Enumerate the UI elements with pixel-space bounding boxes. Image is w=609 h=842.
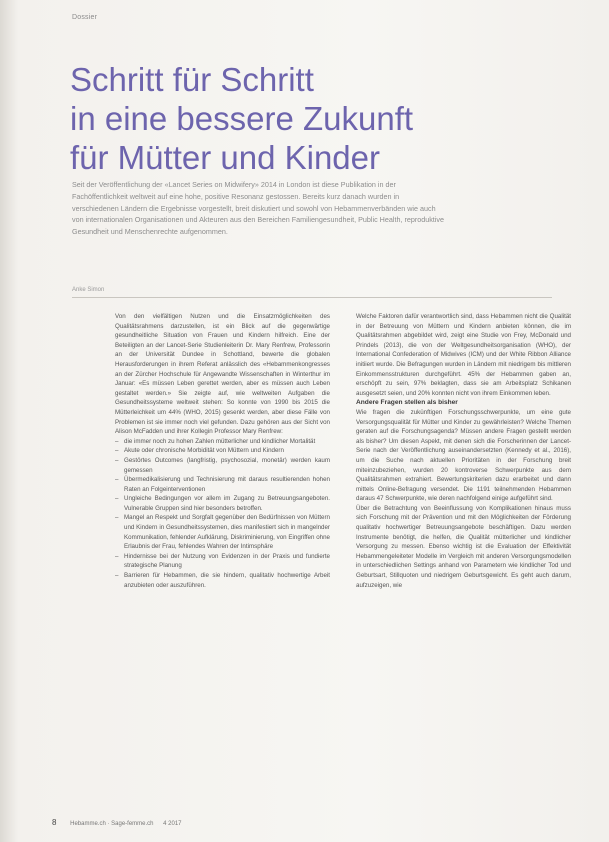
title-line-1: Schritt für Schritt bbox=[70, 61, 314, 98]
list-item: – Mangel an Respekt und Sorgfalt gegenüber den Bedürfnissen von Müttern und Kindern in Gesundheitssystemen, dies manifestiert sich in mangelnder Kommunikation, fehlender Aufklärung, Diskriminierung, von Eingriffen ohne Erlaubnis der Frau, fehlendes Wahren der Intimsphäre bbox=[115, 514, 330, 551]
publication-name: Hebamme.ch · Sage-femme.ch bbox=[70, 821, 154, 827]
page-footer bbox=[52, 818, 182, 827]
paragraph: Über die Betrachtung von Beeinflussung von Komplikationen hinaus muss sich Forschung mit der Prävention und mit den Möglichkeiten der Förderung qualitativ hochwertiger Betreuungsangebote beschäftigen. Dazu werden Instrumente benötigt, die helfen, die Qualität mütterlicher und kindlicher Versorgung zu messen. Ebenso wichtig ist die Evaluation der Effektivität Hebammengeleiteter Modelle im Vergleich mit anderen Versorgungsmodellen in unterschiedlichen Settings anhand von Parametern wie kindlicher Tod und Geburtsart, Stillquoten und niedrigem Geburtsgewicht. Es geht auch darum, aufzuzeigen, wie bbox=[356, 504, 571, 589]
author-name: Anke Simon bbox=[72, 287, 105, 293]
title-line-2: in eine bessere Zukunft bbox=[70, 100, 414, 137]
list-item: – Ungleiche Bedingungen vor allem im Zugang zu Betreuungsangeboten. Vulnerable Gruppen sind hier besonders betroffen. bbox=[115, 495, 330, 512]
list-item: – die immer noch zu hohen Zahlen mütterlicher und kindlicher Mortalität bbox=[115, 437, 316, 445]
article-title bbox=[70, 60, 530, 177]
bullet-list bbox=[115, 437, 330, 591]
paragraph: Welche Faktoren dafür verantwortlich sind, dass Hebammen nicht die Qualität in der Betreuung von Müttern und Kindern anbieten können, die im Qualitätsrahmen abgebildet wird, zeigt eine Studie von Frey, McDonald und Prindels (2013), die von der Weltgesundheitsorganisation (WHO), der International Confederation of Midwives (ICM) und der White Ribbon Alliance initiiert wurde. Die Befragungen wurden in Ländern mit niedrigem bis mittleren Einkommensstrukturen durchgeführt. 45% der Hebammen gaben an, erschöpft zu sein, 97% beklagten, dass sie am Arbeitsplatz Schikanen ausgesetzt seien, und 20% konnten nicht von ihrem Einkommen leben. bbox=[356, 313, 571, 397]
section-subheading: Andere Fragen stellen als bisher bbox=[356, 399, 458, 407]
list-item: – Barrieren für Hebammen, die sie hindern, qualitativ hochwertige Arbeit anzubieten oder auszuführen. bbox=[115, 572, 330, 589]
title-line-3: für Mütter und Kinder bbox=[70, 139, 380, 176]
left-column bbox=[115, 312, 330, 590]
paragraph: Wie fragen die zukünftigen Forschungsschwerpunkte, um eine gute Versorgungsqualität für Mütter und Kinder zu gewährleisten? Welche Themen geraten auf die Forschungsagenda? Müssen andere Fragen gestellt werden als bisher? Um diesen Aspekt, mit denen sich die Forscherinnen der Lancet-Serie nach der Veröffentlichung auseinandersetzten (Kennedy et al., 2016), um die Suche nach aktuellen Prioritäten in der Forschung breit miteinzubeziehen, wurden 20 kontroverse Schwerpunkte aus dem Qualitätsrahmen extrahiert. Bewertungskriterien dazu erarbeitet und dann mittels Online-Befragung versendet. Die 1191 teilnehmenden Hebammen daraus 47 Schwerpunkte, wie deren nachfolgend einige aufgeführt sind. bbox=[356, 408, 571, 503]
page-number: 8 bbox=[52, 818, 57, 827]
right-column bbox=[356, 312, 571, 590]
issue-number: 4 2017 bbox=[163, 821, 182, 827]
section-label: Dossier bbox=[72, 14, 98, 21]
paragraph: Von den vielfältigen Nutzen und die Einsatzmöglichkeiten des Qualitätsrahmens darzustellen, ist ein Blick auf die gegenwärtige gesundheitliche Situation von Frauen und Kindern hilfreich. Eine der Beteiligten an der Lancet-Serie Studienleiterin Dr. Mary Renfrew, Professorin an der Universität Dundee in Schottland, bewerte die globalen Herausforderungen in ihrem Referat anlässlich des «Hebammenkongresses an der Zürcher Hochschule für Angewandte Wissenschaften in Winterthur im Januar: «Es müssen Leben gerettet werden, aber es müssen auch Leben gestaltet werden.» Sie zeigte auf, wie weltweiten Aufgaben die Gesundheitssysteme weltweit stehen: So konnte von 1990 bis 2015 die Mütterleichkeit um 44% (WHO, 2015) gesenkt werden, aber diese Fälle von Problemen ist sie immer noch viel gefunden. Dazu gehören aus der Sicht von Alison McFadden und ihrer Kollegin Professor Mary Renfrew: bbox=[115, 313, 330, 436]
list-item: – Akute oder chronische Morbidität von Müttern und Kindern bbox=[115, 447, 284, 455]
list-item: – Hindernisse bei der Nutzung von Evidenzen in der Praxis und fundierte strategische Planung bbox=[115, 552, 330, 570]
divider-rule bbox=[72, 297, 552, 298]
article-intro: Seit der Veröffentlichung der «Lancet Series on Midwifery» 2014 in London ist diese Publikation in der Fachöffentlichkeit weltweit auf eine hohe, positive Resonanz gestossen. Bereits kurz danach wurden in verschiedenen Ländern die Ergebnisse vorgestellt, breit diskutiert und sowohl von Hebammenverbänden wie auch von internationalen Organisationen und Akteuren aus den Bereichen Familiengesundheit, Public Health, reproduktive Gesundheit und Menschenrechte aufgenommen. bbox=[72, 180, 444, 237]
list-item: – Gestörtes Outcomes (langfristig, psychosozial, monetär) werden kaum gemessen bbox=[115, 456, 330, 474]
list-item: – Übermedikalisierung und Technisierung mit daraus resultierenden hohen Raten an Folgeinterventionen bbox=[115, 476, 330, 493]
